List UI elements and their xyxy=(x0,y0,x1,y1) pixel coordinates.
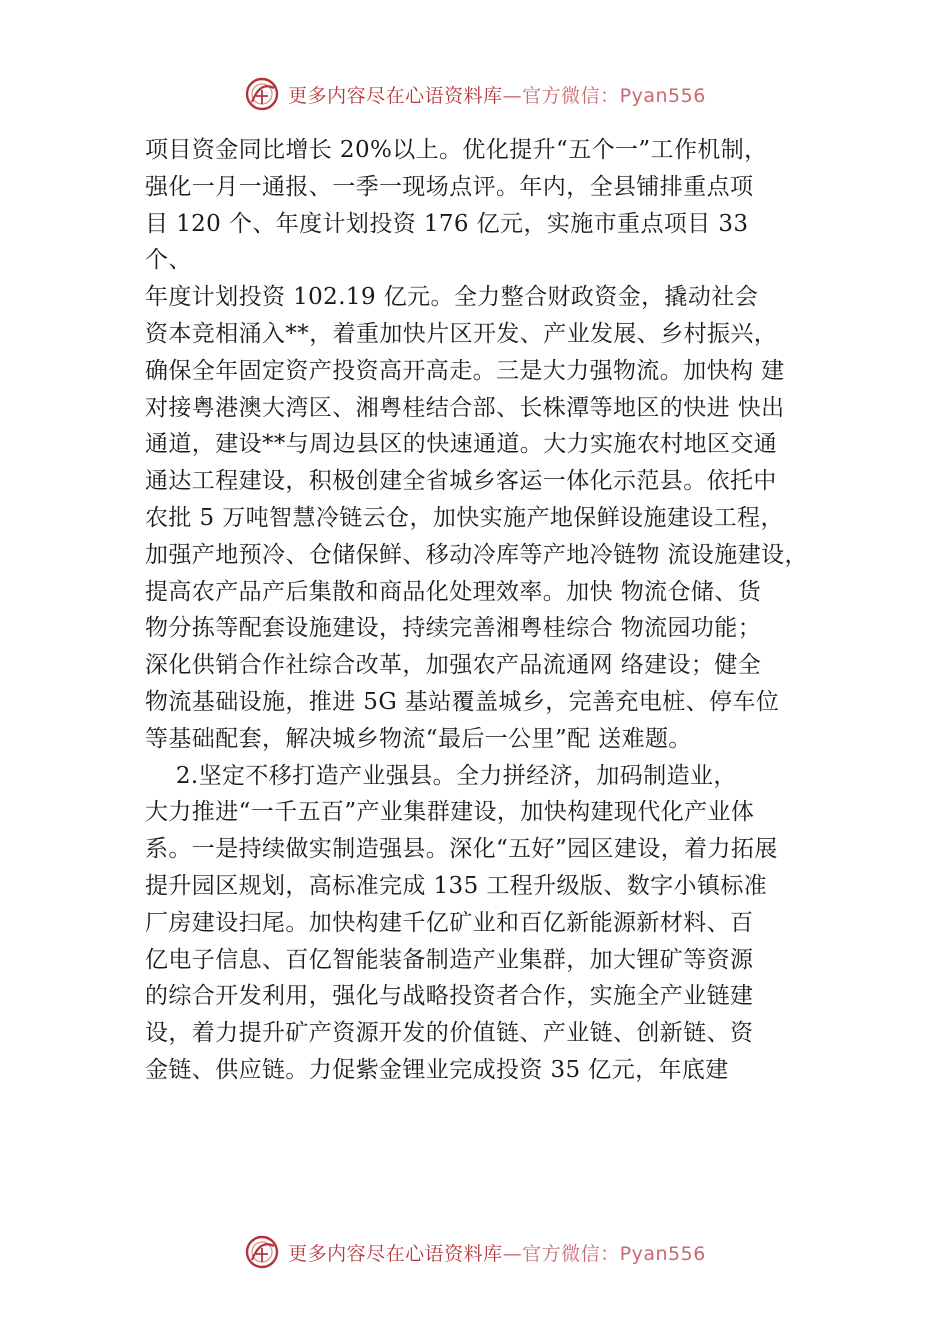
seal-logo-icon xyxy=(244,76,280,112)
watermark-main: 更多内容尽在心语资料库 xyxy=(288,84,503,107)
text-line: 物分拣等配套设施建设，持续完善湘粤桂综合 物流园功能； xyxy=(145,615,762,642)
text-line: 提高农产品产后集散和商品化处理效率。加快 物流仓储、货 xyxy=(145,578,762,605)
watermark-text xyxy=(288,81,706,108)
text-line: 通达工程建设，积极创建全省城乡客运一体化示范县。依托中 xyxy=(145,468,777,495)
footer-watermark xyxy=(0,1232,950,1272)
document-body xyxy=(145,132,845,1089)
text-line: 的综合开发利用，强化与战略投资者合作，实施全产业链建 xyxy=(145,983,754,1010)
watermark-group xyxy=(244,1234,706,1270)
text-line: 目 120 个、年度计划投资 176 亿元，实施市重点项目 33 xyxy=(145,210,749,237)
text-line: 资本竞相涌入**，着重加快片区开发、产业发展、乡村振兴， xyxy=(145,320,778,347)
seal-logo-icon xyxy=(244,1234,280,1270)
header-watermark xyxy=(0,74,950,114)
text-line: 深化供销合作社综合改革，加强农产品流通网 络建设；健全 xyxy=(145,652,762,679)
text-line: 对接粤港澳大湾区、湘粤桂结合部、长株潭等地区的快进 快出 xyxy=(145,394,785,421)
text-line: 提升园区规划，高标准完成 135 工程升级版、数字小镇标准 xyxy=(145,872,768,899)
text-line: 厂房建设扫尾。加快构建千亿矿业和百亿新能源新材料、百 xyxy=(145,909,754,936)
text-line: 等基础配套，解决城乡物流“最后一公里”配 送难题。 xyxy=(145,725,692,752)
text-line: 确保全年固定资产投资高开高走。三是大力强物流。加快构 建 xyxy=(145,357,785,384)
watermark-main: 更多内容尽在心语资料库 xyxy=(288,1242,503,1265)
paragraph-start-line: 2.坚定不移打造产业强县。全力拼经济，加码制造业， xyxy=(145,762,737,789)
watermark-sub: —官方微信：Pyan556 xyxy=(502,1242,706,1265)
text-line: 物流基础设施，推进 5G 基站覆盖城乡，完善充电桩、停车位 xyxy=(145,688,780,715)
watermark-text xyxy=(288,1239,706,1266)
text-line: 个、 xyxy=(145,247,192,274)
watermark-sub: —官方微信：Pyan556 xyxy=(502,84,706,107)
text-line: 亿电子信息、百亿智能装备制造产业集群，加大锂矿等资源 xyxy=(145,946,754,973)
text-line: 大力推进“一千五百”产业集群建设，加快构建现代化产业体 xyxy=(145,799,755,826)
text-line: 强化一月一通报、一季一现场点评。年内，全县铺排重点项 xyxy=(145,173,754,200)
text-line: 年度计划投资 102.19 亿元。全力整合财政资金，撬动社会 xyxy=(145,284,759,311)
text-line: 通道，建设**与周边县区的快速通道。大力实施农村地区交通 xyxy=(145,431,778,458)
text-line: 农批 5 万吨智慧冷链云仓，加快实施产地保鲜设施建设工程， xyxy=(145,504,784,531)
text-line: 设，着力提升矿产资源开发的价值链、产业链、创新链、资 xyxy=(145,1020,754,1047)
watermark-group xyxy=(244,76,706,112)
text-line: 项目资金同比增长 20%以上。优化提升“五个一”工作机制， xyxy=(145,137,768,163)
text-line: 金链、供应链。力促紫金锂业完成投资 35 亿元，年底建 xyxy=(145,1056,729,1083)
text-line: 系。一是持续做实制造强县。深化“五好”园区建设，着力拓展 xyxy=(145,836,778,863)
text-line: 加强产地预冷、仓储保鲜、移动冷库等产地冷链物 流设施建设， xyxy=(145,541,808,568)
